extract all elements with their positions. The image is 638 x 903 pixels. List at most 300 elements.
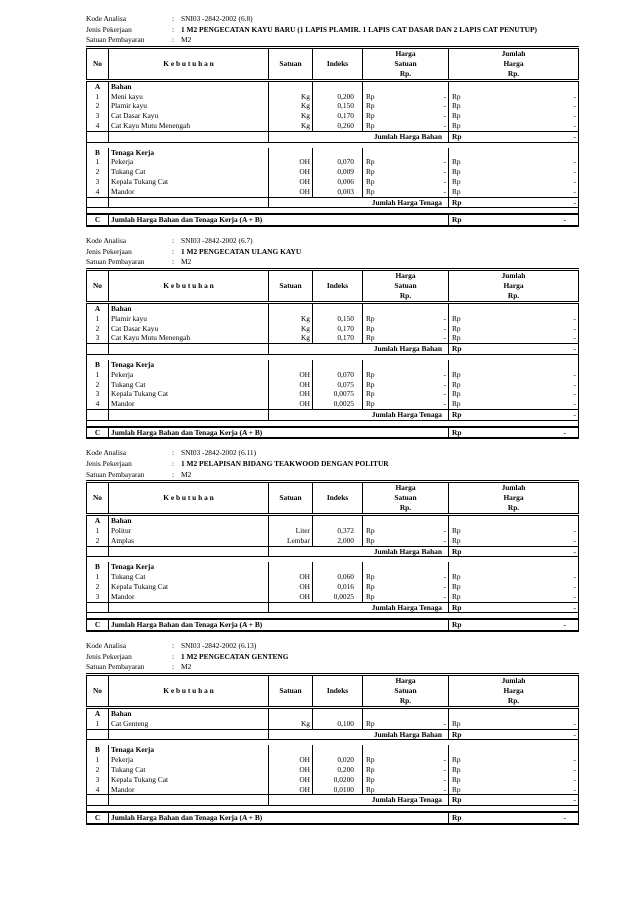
unit-price-value: - [443, 111, 446, 121]
cost-table [86, 46, 579, 227]
empty-cell [269, 745, 313, 755]
header-line: Harga [395, 676, 416, 686]
unit-price-value: - [443, 120, 446, 130]
info-label: Satuan Pembayaran [86, 469, 145, 479]
row-description: Mandor [109, 592, 269, 602]
row-description: Cat Genteng [109, 719, 269, 729]
row-number: 4 [95, 399, 100, 409]
info-value: 1 M2 PENGECATAN GENTENG [181, 651, 289, 661]
header-satuan: Satuan [269, 675, 313, 708]
header-harga-satuan [363, 482, 449, 515]
cost-table [86, 268, 579, 440]
subtotal-row [87, 795, 579, 806]
row-unit: OH [269, 592, 313, 602]
empty-cell [269, 708, 313, 719]
table-row [87, 101, 579, 111]
satuan-pembayaran-row [86, 470, 578, 481]
total-price-currency: Rp [449, 92, 525, 102]
empty-cell [87, 197, 109, 208]
row-unit: OH [269, 389, 313, 399]
total-price-value: - [573, 765, 577, 774]
total-price-value: - [573, 111, 577, 121]
empty-cell [435, 80, 449, 91]
total-price-currency: Rp [449, 177, 525, 187]
empty-cell [313, 80, 363, 91]
empty-cell [87, 795, 109, 806]
unit-price-value: - [443, 774, 446, 784]
subtotal-label: Jumlah Harga Tenaga [269, 197, 449, 208]
cost-table [86, 673, 579, 825]
row-number: 1 [95, 91, 100, 101]
unit-price-currency: Rp [363, 765, 435, 775]
unit-price-currency: Rp [363, 775, 435, 785]
unit-price-value: - [443, 526, 446, 536]
total-price-currency: Rp [449, 719, 525, 729]
empty-cell [313, 148, 363, 158]
header-satuan: Satuan [269, 269, 313, 302]
row-index: 0,006 [313, 177, 363, 187]
header-line: Satuan [394, 686, 417, 696]
table-row [87, 765, 579, 775]
info-label: Jenis Pekerjaan [86, 459, 132, 469]
header-line: Harga [395, 483, 416, 493]
row-number: 2 [95, 535, 100, 545]
unit-price-currency: Rp [363, 536, 435, 546]
subtotal-currency: Rp [449, 344, 525, 355]
empty-cell [435, 562, 449, 572]
section-letter: A [94, 303, 101, 313]
table-row [87, 314, 579, 324]
row-index: 0,0075 [313, 389, 363, 399]
empty-cell [87, 131, 109, 142]
section-letter: C [87, 214, 109, 226]
section-letter: C [87, 619, 109, 631]
info-value: M2 [181, 35, 192, 45]
subtotal-value: - [525, 197, 579, 208]
subtotal-label: Jumlah Harga Bahan [269, 131, 449, 142]
row-description: Plamir kayu [109, 101, 269, 111]
unit-price-value: - [443, 176, 446, 186]
table-header [87, 269, 579, 302]
table-header [87, 47, 579, 80]
unit-price-value: - [443, 379, 446, 389]
row-index: 0,020 [313, 755, 363, 765]
table-row [87, 572, 579, 582]
total-price-value: - [573, 379, 577, 389]
info-value: 1 M2 PENGECATAN KAYU BARU (1 LAPIS PLAMIR. 1 LAPIS CAT DASAR DAN 2 LAPIS CAT PENUTUP) [181, 24, 537, 34]
info-colon: : [172, 236, 175, 246]
empty-cell [87, 546, 109, 557]
total-price-currency: Rp [449, 399, 525, 409]
header-line: Harga [395, 48, 416, 58]
table-row [87, 157, 579, 167]
header-line: Satuan [394, 280, 417, 290]
row-index: 0,0025 [313, 592, 363, 602]
row-unit: OH [269, 572, 313, 582]
total-price-currency: Rp [449, 167, 525, 177]
info-colon: : [172, 641, 175, 651]
grand-total-row [87, 619, 579, 631]
empty-cell [269, 148, 313, 158]
header-line: Rp. [399, 503, 412, 513]
subtotal-row [87, 409, 579, 420]
info-colon: : [172, 246, 175, 256]
table-header [87, 482, 579, 515]
row-description: Kepala Tukang Cat [109, 389, 269, 399]
subtotal-currency: Rp [449, 602, 525, 613]
empty-cell [87, 409, 109, 420]
row-number: 1 [95, 718, 100, 728]
row-number: 2 [95, 101, 100, 111]
grand-total-row [87, 812, 579, 824]
empty-cell [109, 795, 269, 806]
unit-price-value: - [443, 167, 446, 177]
empty-cell [109, 409, 269, 420]
unit-price-currency: Rp [363, 399, 435, 409]
empty-cell [435, 148, 449, 158]
empty-cell [313, 708, 363, 719]
row-number: 2 [95, 323, 100, 333]
table-row [87, 536, 579, 546]
total-price-currency: Rp [449, 755, 525, 765]
empty-cell [109, 729, 269, 740]
total-price-value: - [573, 91, 577, 101]
empty-cell [449, 80, 525, 91]
empty-cell [363, 708, 435, 719]
jenis-pekerjaan-row [86, 25, 578, 36]
empty-cell [87, 729, 109, 740]
table-row [87, 775, 579, 785]
subtotal-row [87, 197, 579, 208]
empty-cell [313, 745, 363, 755]
satuan-pembayaran-row [86, 35, 578, 46]
analysis-block [86, 448, 578, 632]
empty-cell [449, 745, 525, 755]
unit-price-currency: Rp [363, 121, 435, 131]
total-price-currency: Rp [449, 775, 525, 785]
unit-price-currency: Rp [363, 157, 435, 167]
section-letter: C [87, 427, 109, 439]
unit-price-currency: Rp [363, 526, 435, 536]
total-price-value: - [573, 167, 577, 177]
row-index: 2,000 [313, 536, 363, 546]
total-price-currency: Rp [449, 536, 525, 546]
unit-price-value: - [443, 591, 446, 601]
empty-cell [525, 745, 579, 755]
section-row [87, 562, 579, 572]
subtotal-row [87, 344, 579, 355]
empty-cell [269, 360, 313, 370]
subtotal-value: - [525, 546, 579, 557]
info-value: M2 [181, 469, 192, 479]
header-line: Harga [503, 493, 524, 503]
unit-price-value: - [443, 369, 446, 379]
total-price-currency: Rp [449, 111, 525, 121]
row-index: 0,009 [313, 167, 363, 177]
info-colon: : [172, 459, 175, 469]
row-index: 0,070 [313, 157, 363, 167]
subtotal-label: Jumlah Harga Bahan [269, 729, 449, 740]
row-number: 2 [95, 379, 100, 389]
header-harga-satuan [363, 269, 449, 302]
row-description: Tukang Cat [109, 765, 269, 775]
empty-cell [269, 562, 313, 572]
grand-total-value: - [525, 427, 579, 439]
row-unit: OH [269, 785, 313, 795]
unit-price-currency: Rp [363, 314, 435, 324]
section-row [87, 515, 579, 526]
row-index: 0,200 [313, 765, 363, 775]
header-line: Rp. [507, 68, 520, 78]
row-index: 0,150 [313, 101, 363, 111]
section-row [87, 708, 579, 719]
empty-cell [525, 302, 579, 313]
header-indeks: Indeks [313, 675, 363, 708]
total-price-value: - [573, 333, 577, 343]
empty-cell [435, 708, 449, 719]
header-line: Harga [395, 270, 416, 280]
row-number: 3 [95, 389, 100, 399]
row-description: Pekerja [109, 755, 269, 765]
total-price-currency: Rp [449, 157, 525, 167]
total-price-value: - [573, 369, 577, 379]
empty-cell [109, 546, 269, 557]
total-price-value: - [573, 582, 577, 592]
unit-price-value: - [443, 718, 446, 728]
row-description: Meni kayu [109, 92, 269, 102]
row-index: 0,170 [313, 324, 363, 334]
section-letter: B [95, 745, 100, 755]
satuan-pembayaran-row [86, 662, 578, 673]
row-description: Cat Kayu Mutu Menengah [109, 333, 269, 343]
header-line: Rp. [399, 68, 412, 78]
section-label: Tenaga Kerja [109, 562, 269, 572]
total-price-currency: Rp [449, 572, 525, 582]
cost-table [86, 480, 579, 632]
empty-cell [109, 197, 269, 208]
total-price-value: - [573, 399, 577, 409]
empty-cell [363, 562, 435, 572]
table-row [87, 582, 579, 592]
table-header [87, 675, 579, 708]
empty-cell [525, 562, 579, 572]
section-label: Bahan [109, 515, 269, 526]
grand-total-row [87, 427, 579, 439]
row-description: Cat Kayu Mutu Menengah [109, 121, 269, 131]
section-letter: A [94, 516, 101, 526]
unit-price-currency: Rp [363, 92, 435, 102]
grand-total-row [87, 214, 579, 226]
header-line: Rp. [399, 696, 412, 706]
total-price-currency: Rp [449, 526, 525, 536]
total-price-currency: Rp [449, 582, 525, 592]
grand-total-label: Jumlah Harga Bahan dan Tenaga Kerja (A + B) [109, 619, 449, 631]
unit-price-value: - [443, 765, 446, 774]
info-value: M2 [181, 662, 192, 672]
total-price-currency: Rp [449, 785, 525, 795]
table-row [87, 121, 579, 131]
section-letter: B [95, 147, 100, 157]
header-no: No [87, 47, 109, 80]
row-index: 0,200 [313, 92, 363, 102]
row-number: 1 [95, 313, 100, 323]
empty-cell [87, 602, 109, 613]
section-label: Tenaga Kerja [109, 148, 269, 158]
empty-cell [363, 515, 435, 526]
row-unit: OH [269, 755, 313, 765]
header-line: Harga [503, 686, 524, 696]
empty-cell [269, 302, 313, 313]
info-value: SNI03 -2842-2002 (6.13) [181, 641, 257, 651]
unit-price-value: - [443, 535, 446, 545]
total-price-value: - [573, 120, 577, 130]
row-description: Cat Dasar Kayu [109, 324, 269, 334]
info-colon: : [172, 448, 175, 458]
total-price-value: - [573, 389, 577, 399]
row-index: 0,003 [313, 187, 363, 197]
row-index: 0,070 [313, 370, 363, 380]
grand-total-currency: Rp [449, 812, 525, 824]
section-letter: A [94, 81, 101, 91]
header-satuan: Satuan [269, 482, 313, 515]
grand-total-currency: Rp [449, 214, 525, 226]
empty-cell [525, 360, 579, 370]
section-label: Bahan [109, 708, 269, 719]
row-unit: OH [269, 380, 313, 390]
row-unit: OH [269, 177, 313, 187]
row-index: 0,075 [313, 380, 363, 390]
total-price-currency: Rp [449, 121, 525, 131]
empty-cell [449, 515, 525, 526]
subtotal-value: - [525, 602, 579, 613]
header-line: Rp. [507, 290, 520, 300]
header-line: Harga [503, 280, 524, 290]
unit-price-currency: Rp [363, 324, 435, 334]
total-price-value: - [573, 157, 577, 167]
header-harga-satuan [363, 47, 449, 80]
subtotal-label: Jumlah Harga Tenaga [269, 795, 449, 806]
section-label: Tenaga Kerja [109, 745, 269, 755]
total-price-currency: Rp [449, 101, 525, 111]
subtotal-value: - [525, 795, 579, 806]
row-number: 1 [95, 157, 100, 167]
row-unit: OH [269, 370, 313, 380]
row-description: Tukang Cat [109, 167, 269, 177]
total-price-currency: Rp [449, 765, 525, 775]
grand-total-label: Jumlah Harga Bahan dan Tenaga Kerja (A + B) [109, 214, 449, 226]
info-colon: : [172, 257, 175, 267]
empty-cell [525, 80, 579, 91]
section-letter: A [94, 709, 101, 719]
empty-cell [363, 148, 435, 158]
info-value: M2 [181, 257, 192, 267]
empty-cell [449, 562, 525, 572]
subtotal-label: Jumlah Harga Bahan [269, 344, 449, 355]
empty-cell [435, 515, 449, 526]
empty-cell [363, 302, 435, 313]
row-index: 0,150 [313, 314, 363, 324]
unit-price-value: - [443, 323, 446, 333]
total-price-value: - [573, 526, 577, 536]
total-price-currency: Rp [449, 592, 525, 602]
row-description: Cat Dasar Kayu [109, 111, 269, 121]
empty-cell [435, 745, 449, 755]
subtotal-currency: Rp [449, 197, 525, 208]
subtotal-row [87, 729, 579, 740]
unit-price-currency: Rp [363, 582, 435, 592]
subtotal-currency: Rp [449, 546, 525, 557]
unit-price-currency: Rp [363, 187, 435, 197]
section-letter: B [95, 562, 100, 572]
section-row [87, 360, 579, 370]
table-row [87, 324, 579, 334]
grand-total-value: - [525, 619, 579, 631]
row-unit: OH [269, 765, 313, 775]
total-price-value: - [573, 774, 577, 784]
row-unit: OH [269, 399, 313, 409]
grand-total-currency: Rp [449, 619, 525, 631]
row-unit: Lembar [269, 536, 313, 546]
info-colon: : [172, 651, 175, 661]
total-price-value: - [573, 572, 577, 582]
analysis-block [86, 236, 578, 439]
row-number: 2 [95, 765, 100, 774]
row-index: 0,060 [313, 572, 363, 582]
row-index: 0,100 [313, 719, 363, 729]
table-row [87, 111, 579, 121]
info-label: Kode Analisa [86, 14, 127, 23]
unit-price-currency: Rp [363, 592, 435, 602]
total-price-currency: Rp [449, 187, 525, 197]
row-unit: OH [269, 167, 313, 177]
section-row [87, 745, 579, 755]
empty-cell [449, 360, 525, 370]
row-index: 0,260 [313, 121, 363, 131]
row-number: 2 [95, 167, 100, 177]
header-indeks: Indeks [313, 269, 363, 302]
empty-cell [449, 302, 525, 313]
header-indeks: Indeks [313, 47, 363, 80]
header-satuan: Satuan [269, 47, 313, 80]
total-price-currency: Rp [449, 314, 525, 324]
header-jumlah-harga [449, 482, 579, 515]
header-line: Satuan [394, 58, 417, 68]
row-description: Kepala Tukang Cat [109, 582, 269, 592]
subtotal-currency: Rp [449, 795, 525, 806]
row-unit: OH [269, 157, 313, 167]
empty-cell [363, 745, 435, 755]
row-unit: OH [269, 187, 313, 197]
unit-price-currency: Rp [363, 380, 435, 390]
info-label: Satuan Pembayaran [86, 257, 145, 267]
section-label: Tenaga Kerja [109, 360, 269, 370]
total-price-currency: Rp [449, 380, 525, 390]
empty-cell [269, 515, 313, 526]
kode-analisa-row [86, 448, 578, 459]
section-row [87, 80, 579, 91]
grand-total-currency: Rp [449, 427, 525, 439]
unit-price-value: - [443, 572, 446, 582]
empty-cell [525, 708, 579, 719]
info-colon: : [172, 469, 175, 479]
header-no: No [87, 269, 109, 302]
row-unit: OH [269, 582, 313, 592]
table-row [87, 389, 579, 399]
total-price-value: - [573, 176, 577, 186]
unit-price-currency: Rp [363, 333, 435, 343]
table-row [87, 592, 579, 602]
total-price-value: - [573, 186, 577, 196]
